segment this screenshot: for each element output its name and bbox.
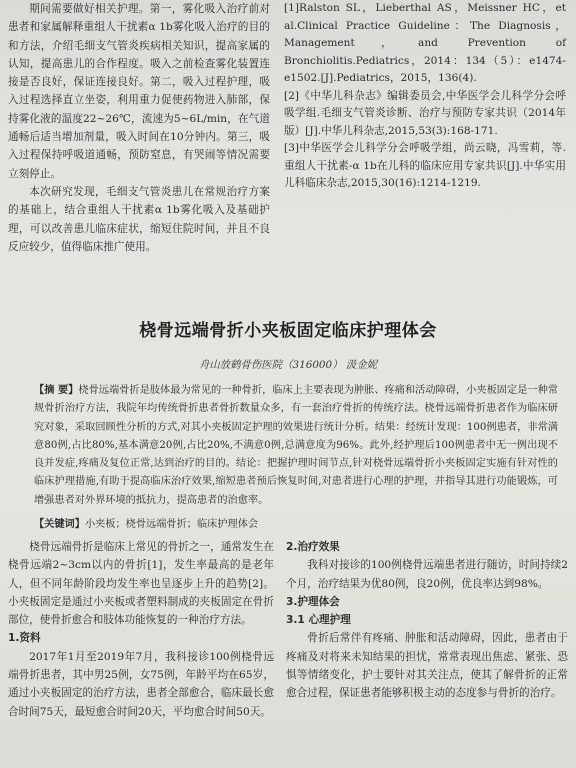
abstract-text: 桡骨远端骨折是肢体最为常见的一种骨折，临床上主要表现为肿胀、疼痛和活动障碍，小夹板固定是一种常规骨折治疗方法，我院年均传统骨折患者骨折数量众多，有一套治疗骨折的传统疗法。桡骨远端骨折患者作为临床研究对象，采取回顾性分析的方式,对其小夹板固定护理的效果进行统计分析。结果：经统计发现：100例患者，非常满意80例,占比80%,基本满意20例,占比20%,不满意0例,总满意度为96%。此外,经护理后100例患者中无一例出现不良并发症,疼痛及复位正常,达到治疗的目的。结论：把握护理时间节点,针对桡骨远端骨折小夹板固定实施有针对性的临床护理措施,有助于提高临床治疗效果,缩短患者预后恢复时间,对患者进行心理的护理，并指导其进行功能锻炼，可增强患者对外界环境的抵抗力，提高患者的治愈率。 bbox=[34, 385, 559, 506]
section-heading: 3.护理体会 bbox=[286, 595, 340, 608]
previous-article-conclusion bbox=[8, 0, 270, 256]
keywords-text: 小夹板；桡骨远端骨折；临床护理体会 bbox=[84, 519, 259, 530]
subsection-heading: 3.1 心理护理 bbox=[286, 614, 351, 627]
abstract bbox=[34, 381, 558, 510]
body-column-right bbox=[286, 538, 568, 703]
section-paragraph: 骨折后常伴有疼痛、肿胀和活动障碍，因此，患者由于疼痛及对将来未知结果的担忧，常常表现出焦虑、紧张、恐惧等情绪变化，护士要针对其关注点，使其了解骨折的正常愈合过程，保证患者能够积极主动的态度参与骨折的治疗。 bbox=[286, 632, 568, 700]
article-author: 舟山放鹤骨伤医院（316000） 汲金妮 bbox=[198, 359, 378, 371]
section-paragraph: 我科对接诊的100例桡骨远端患者进行随访，时间持续2个月，治疗结果为优80例，良20例，优良率达到98%。 bbox=[286, 559, 568, 590]
section-heading: 2.治疗效果 bbox=[286, 541, 340, 553]
intro-paragraph: 桡骨远端骨折是临床上常见的骨折之一，通常发生在桡骨远端2~3cm以内的骨折[1]，发生率最高的是老年人，但不同年龄阶段均发生率也呈逐步上升的趋势[2]。小夹板固定是通过小夹板或者塑料制成的夹板固定在骨折部位，使骨折愈合和肢体功能恢复的一种治疗方法。 bbox=[8, 541, 274, 627]
reference-list bbox=[284, 0, 566, 193]
keywords bbox=[34, 515, 558, 530]
section-heading: 1.资料 bbox=[8, 632, 41, 645]
article-title: 桡骨远端骨折小夹板固定临床护理体会 bbox=[139, 321, 437, 341]
body-column-left bbox=[8, 538, 274, 721]
reference-item: [2]《中华儿科杂志》编辑委员会,中华医学会儿科学分会呼吸学组.毛细支气管炎诊断、治疗与预防专家共识（2014年版）[J].中华儿科杂志,2015,53(3):168-171. bbox=[284, 89, 566, 137]
abstract-label: 【摘 要】 bbox=[34, 384, 79, 396]
paragraph: 本次研究发现，毛细支气管炎患儿在常规治疗方案的基础上，结合重组人干扰素α 1b雾化吸入及基础护理，可以改善患儿临床症状，缩短住院时间，并且不良反应较少，值得临床推广使用。 bbox=[8, 185, 270, 253]
reference-item: [3]中华医学会儿科学分会呼吸学组，尚云晓，冯雪莉，等.重组人干扰素-α 1b在儿科的临床应用专家共识[J].中华实用儿科临床杂志,2015,30(16):1214-1219. bbox=[284, 142, 566, 189]
section-paragraph: 2017年1月至2019年7月，我科接诊100例桡骨远端骨折患者，其中男25例，女75例，年龄平均在65岁，通过小夹板固定的治疗方法，患者全部愈合，临床最长愈合时间75天，最短愈合时间20天，平均愈合时间50天。 bbox=[8, 650, 274, 718]
paragraph: 期间需要做好相关护理。第一，雾化吸入治疗前对患者和家属解释重组人干扰素α 1b雾化吸入治疗的目的和方法，介绍毛细支气管炎疾病相关知识，提高家属的认知，提高患儿的合作程度。吸入之前检查雾化装置连接是否良好，保证连接良好。第二，吸入过程护理，吸入过程选择直立坐姿，利用重力促使药物进入肺部，保持雾化液的温度22~26℃，流速为5~6L/min，在气道通畅后适当增加剂量，吸入时间在10分钟内。第三，吸入过程保持呼吸道通畅，预防窒息，有哭闹等情况需要立刻停止。 bbox=[8, 3, 270, 180]
reference-item: [1]Ralston SL，Lieberthal AS，Meissner HC，et al.Clinical Practice Guideline：The Diagnosis，Management，and Prevention of Bronchiolitis.Pediatrics，2014：134（5）：e1474-e1502.[J].Pediatrics，2015，136(4). bbox=[284, 2, 566, 84]
keywords-label: 【关键词】 bbox=[34, 518, 85, 530]
